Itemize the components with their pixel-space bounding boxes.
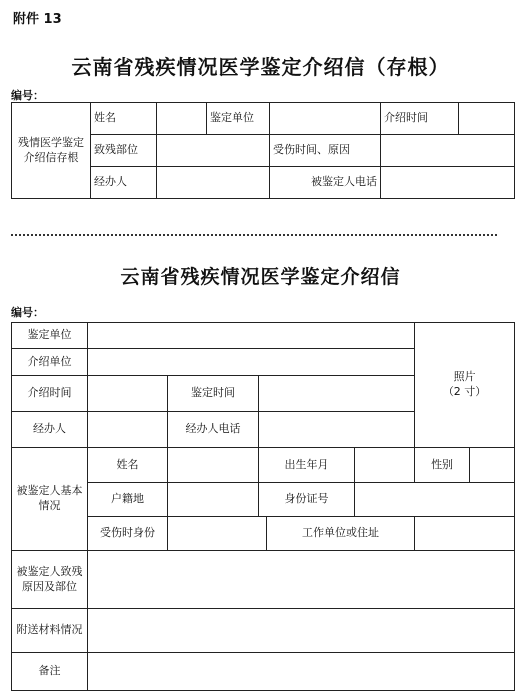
- gender-label: 性别: [415, 448, 470, 483]
- stub-title: 云南省残疾情况医学鉴定介绍信（存根）: [71, 55, 450, 79]
- stub-name-value[interactable]: [157, 103, 207, 135]
- stub-phone-label: 被鉴定人电话: [270, 167, 381, 199]
- stub-phone-value[interactable]: [381, 167, 515, 199]
- household-value[interactable]: [168, 483, 259, 517]
- stub-injury-label: 致残部位: [91, 135, 157, 167]
- annex-label: 附件 13: [13, 12, 62, 27]
- stub-handler-value[interactable]: [157, 167, 270, 199]
- stub-name-label: 姓名: [91, 103, 157, 135]
- letter-handler-phone-value[interactable]: [259, 412, 415, 448]
- stub-time-value[interactable]: [459, 103, 515, 135]
- workplace-label: 工作单位或住址: [267, 517, 415, 551]
- stub-cause-value[interactable]: [381, 135, 515, 167]
- letter-serial-label: 编号：: [11, 306, 44, 319]
- attachments-label: 附送材料情况: [12, 609, 88, 653]
- stub-injury-value[interactable]: [157, 135, 270, 167]
- birth-value[interactable]: [355, 448, 415, 483]
- photo-box: [415, 323, 515, 448]
- cause-value[interactable]: [88, 551, 515, 609]
- photo-size: （2 寸）: [442, 385, 487, 398]
- remarks-label: 备注: [12, 653, 88, 691]
- stub-handler-label: 经办人: [91, 167, 157, 199]
- letter-intro-unit-value[interactable]: [88, 349, 415, 376]
- letter-intro-time-value[interactable]: [88, 376, 168, 412]
- injury-identity-value[interactable]: [168, 517, 267, 551]
- photo-label: 照片: [453, 370, 476, 384]
- stub-unit-label: 鉴定单位: [207, 103, 270, 135]
- gender-value[interactable]: [470, 448, 515, 483]
- letter-intro-unit-label: 介绍单位: [12, 349, 88, 376]
- household-label: 户籍地: [88, 483, 168, 517]
- tear-off-line: [11, 234, 497, 236]
- stub-serial-label: 编号：: [11, 89, 44, 102]
- letter-intro-time-label: 介绍时间: [12, 376, 88, 412]
- letter-handler-label: 经办人: [12, 412, 88, 448]
- name-label: 姓名: [88, 448, 168, 483]
- stub-row-header: 残情医学鉴定介绍信存根: [12, 103, 91, 199]
- stub-unit-value[interactable]: [270, 103, 381, 135]
- stub-time-label: 介绍时间: [381, 103, 459, 135]
- stub-table: [11, 102, 515, 199]
- letter-unit-value[interactable]: [88, 323, 415, 349]
- basic-info-label: 被鉴定人基本情况: [12, 448, 88, 551]
- stub-cause-label: 受伤时间、原因: [270, 135, 381, 167]
- birth-label: 出生年月: [259, 448, 355, 483]
- letter-handler-value[interactable]: [88, 412, 168, 448]
- name-value[interactable]: [168, 448, 259, 483]
- letter-handler-phone-label: 经办人电话: [168, 412, 259, 448]
- letter-title: 云南省残疾情况医学鉴定介绍信: [120, 266, 401, 288]
- remarks-value[interactable]: [88, 653, 515, 691]
- id-value[interactable]: [355, 483, 515, 517]
- letter-appraisal-time-value[interactable]: [259, 376, 415, 412]
- injury-identity-label: 受伤时身份: [88, 517, 168, 551]
- letter-table: [11, 322, 515, 691]
- letter-appraisal-time-label: 鉴定时间: [168, 376, 259, 412]
- id-label: 身份证号: [259, 483, 355, 517]
- workplace-value[interactable]: [415, 517, 515, 551]
- letter-unit-label: 鉴定单位: [12, 323, 88, 349]
- cause-label: 被鉴定人致残原因及部位: [12, 551, 88, 609]
- attachments-value[interactable]: [88, 609, 515, 653]
